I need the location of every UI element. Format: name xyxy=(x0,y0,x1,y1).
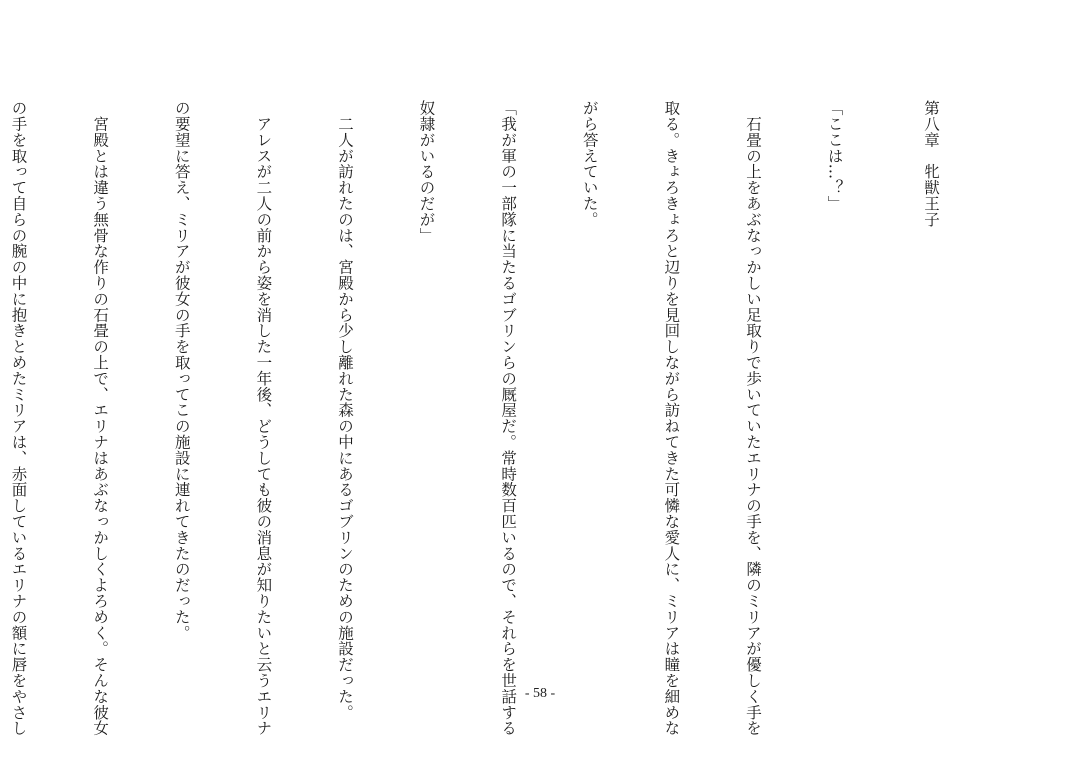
text-line: 二人が訪れたのは、宮殿から少し離れた森の中にあるゴブリンのための施設だった。 xyxy=(335,100,354,721)
page-number: - 58 - xyxy=(524,686,556,701)
text-line: 石畳の上をあぶなっかしい足取りで歩いていたエリナの手を、隣のミリアが優しく手を xyxy=(743,100,762,736)
text-line: 「ここは…？」 xyxy=(825,100,844,212)
chapter-title: 第八章 牝獣王子 xyxy=(922,100,940,228)
text-line: 取る。きょろきょろと辺りを見回しながら訪ねてきた可憐な愛人に、ミリアは瞳を細めな xyxy=(662,100,681,736)
text-line: がら答えていた。 xyxy=(580,100,599,228)
text-line: 宮殿とは違う無骨な作りの石畳の上で、エリナはあぶなっかしくよろめく。そんな彼女 xyxy=(91,100,110,736)
text-line: 奴隷がいるのだが」 xyxy=(417,100,436,244)
text-line: の手を取って自らの腕の中に抱きとめたミリアは、赤面しているエリナの額に唇をやさし xyxy=(9,100,28,736)
text-line: の要望に答え、ミリアが彼女の手を取ってこの施設に連れてきたのだった。 xyxy=(172,100,191,641)
text-line: アレスが二人の前から姿を消した一年後、どうしても彼の消息が知りたいと云うエリナ xyxy=(254,100,273,736)
text-line: 「我が軍の一部隊に当たるゴブリンらの厩屋だ。常時数百匹いるので、それらを世話する xyxy=(499,100,518,736)
